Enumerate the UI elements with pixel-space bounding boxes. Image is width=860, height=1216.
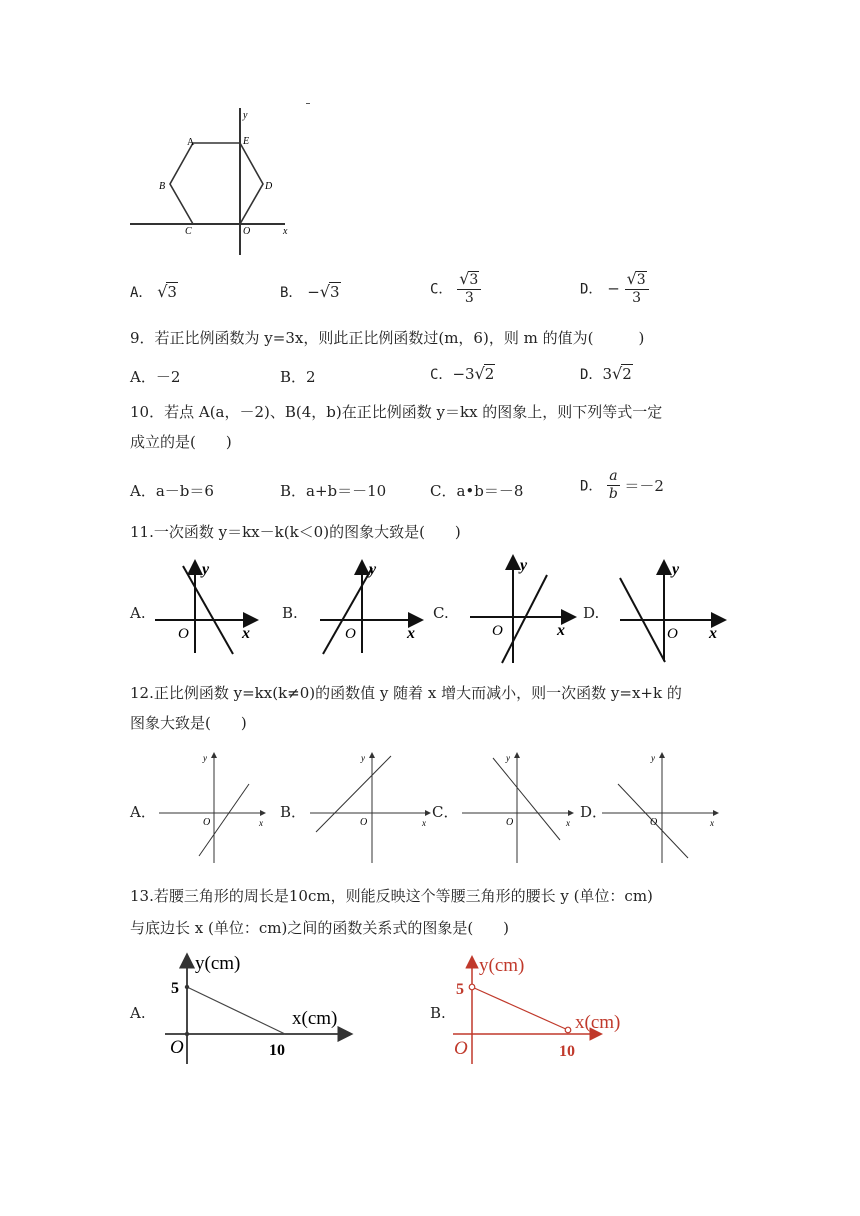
fraction: $\frac{√3}{3}$ [625, 270, 649, 307]
q12-stem-line1: 12.正比例函数 y=kx(k≠0)的函数值 y 随着 x 增大而减小，则一次函数 y=x+k 的 [130, 684, 682, 702]
svg-text:x: x [259, 818, 263, 828]
q12-graph-a [157, 750, 272, 865]
q12-label-b[interactable]: B． [280, 803, 307, 821]
q10-stem-line1: 10．若点 A(a，－2)、B(4，b)在正比例函数 y＝kx 的图象上，则下列等式一定 [130, 403, 663, 421]
q13-label-a[interactable]: A. [130, 1004, 146, 1022]
q11-graph-b [315, 558, 430, 658]
sqrt-sign: √ [319, 282, 330, 301]
label-E: E [243, 136, 250, 147]
svg-text:O: O [345, 626, 356, 642]
svg-text:O: O [170, 1037, 184, 1058]
q9-option-a[interactable]: A．－2 [130, 368, 181, 386]
stray-mark [306, 103, 310, 104]
label-y: y [243, 110, 248, 121]
svg-text:y: y [202, 561, 210, 578]
q11-graph-c [465, 553, 580, 665]
label-C: C [185, 226, 192, 237]
svg-text:O: O [454, 1038, 468, 1059]
svg-text:y: y [651, 753, 655, 763]
svg-text:5: 5 [456, 981, 464, 998]
q11-graph-a [150, 558, 265, 658]
q13-graph-b [450, 952, 640, 1067]
q12-label-c[interactable]: C． [432, 803, 459, 821]
q8-option-d[interactable]: D． − $\frac{√3}{3}$ [580, 270, 649, 307]
q12-graph-c [460, 750, 580, 865]
svg-text:5: 5 [171, 980, 179, 997]
svg-text:O: O [203, 817, 211, 828]
svg-text:O: O [650, 817, 658, 828]
q12-label-d[interactable]: D． [580, 803, 608, 821]
q13-stem-line2: 与底边长 x (单位：cm)之间的函数关系式的图象是( ) [130, 919, 510, 937]
svg-text:x: x [242, 625, 250, 642]
q11-label-d[interactable]: D. [583, 604, 600, 622]
svg-text:y(cm): y(cm) [479, 955, 525, 976]
label-D: D [265, 181, 273, 192]
svg-text:x: x [709, 625, 717, 642]
hexagon-shape [170, 143, 263, 224]
q11-label-c[interactable]: C. [433, 604, 449, 622]
q12-graph-d [600, 750, 725, 865]
label-x: x [283, 226, 288, 237]
fraction: $\frac{√3}{3}$ [457, 270, 481, 307]
svg-text:y: y [520, 557, 528, 574]
hexagon-figure [125, 100, 300, 260]
q11-stem: 11.一次函数 y＝kx－k(k＜0)的图象大致是( ) [130, 523, 461, 541]
q10-stem-line2: 成立的是( ) [130, 433, 232, 451]
q10-option-a[interactable]: A．a－b＝6 [130, 482, 214, 500]
fraction: $\frac{a}{b}$ [608, 468, 618, 502]
q13-label-b[interactable]: B. [430, 1004, 446, 1022]
q10-option-c[interactable]: C．a•b＝－8 [430, 482, 524, 500]
label-O: O [243, 226, 251, 237]
svg-text:x: x [710, 818, 714, 828]
svg-text:O: O [360, 817, 368, 828]
q8-option-c[interactable]: C． $\frac{√3}{3}$ [430, 270, 481, 307]
svg-text:x: x [407, 625, 415, 642]
svg-text:y: y [369, 561, 377, 578]
q9-option-b[interactable]: B．2 [280, 368, 316, 386]
q9-option-c[interactable]: C．−3√2 [430, 364, 495, 383]
q13-graph-a [160, 950, 360, 1065]
label-A: A [187, 137, 195, 148]
q12-graph-b [308, 750, 438, 865]
svg-text:O: O [178, 626, 189, 642]
q12-stem-line2: 图象大致是( ) [130, 714, 247, 732]
svg-text:O: O [492, 623, 503, 639]
svg-text:y: y [203, 753, 207, 763]
svg-text:y: y [361, 753, 365, 763]
q11-label-b[interactable]: B. [282, 604, 298, 622]
q11-graph-d [615, 558, 730, 664]
sqrt-sign: √ [157, 282, 168, 301]
q9-option-d[interactable]: D．3√2 [580, 364, 632, 383]
svg-text:x: x [566, 818, 570, 828]
q11-label-a[interactable]: A. [130, 604, 146, 622]
svg-text:10: 10 [559, 1043, 575, 1060]
svg-text:y(cm): y(cm) [195, 953, 241, 974]
svg-text:x: x [557, 622, 565, 639]
svg-text:O: O [667, 626, 678, 642]
svg-text:y: y [506, 753, 510, 763]
svg-text:x(cm): x(cm) [292, 1008, 338, 1029]
q8-option-b[interactable]: B． −√3 [280, 282, 340, 301]
svg-text:x: x [422, 818, 426, 828]
q12-label-a[interactable]: A． [130, 803, 156, 821]
q13-stem-line1: 13.若腰三角形的周长是10cm，则能反映这个等腰三角形的腰长 y (单位：cm) [130, 887, 653, 905]
q10-option-b[interactable]: B．a+b＝－10 [280, 482, 387, 500]
q8-option-a[interactable]: A． √3 [130, 282, 177, 301]
label-B: B [159, 181, 166, 192]
q10-option-d[interactable]: D． $\frac{a}{b}$ ＝－2 [580, 468, 664, 502]
q9-stem: 9．若正比例函数为 y=3x，则此正比例函数过(m，6)，则 m 的值为( ) [130, 329, 645, 347]
svg-text:y: y [672, 561, 680, 578]
svg-text:x(cm): x(cm) [575, 1012, 621, 1033]
svg-text:O: O [506, 817, 514, 828]
svg-text:10: 10 [269, 1042, 285, 1059]
